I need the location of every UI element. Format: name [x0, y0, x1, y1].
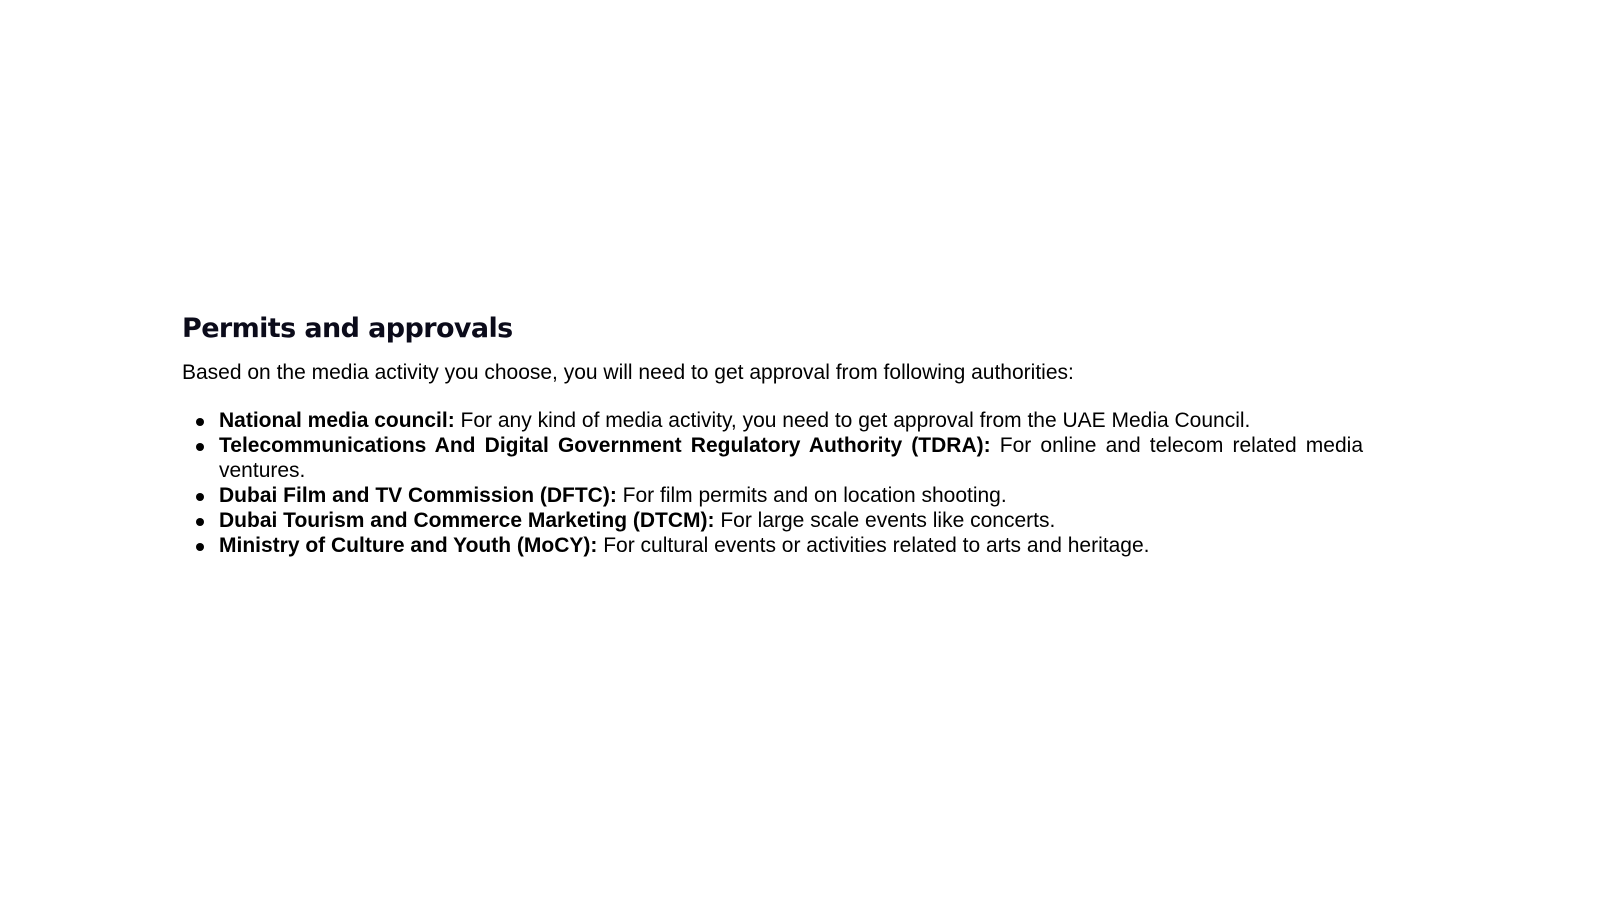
- authority-name: Ministry of Culture and Youth (MoCY):: [219, 534, 604, 557]
- bullet-icon: [196, 443, 204, 451]
- list-item: [182, 508, 1363, 533]
- bullet-icon: [196, 418, 204, 426]
- authority-description: For film permits and on location shooting.: [622, 484, 1007, 507]
- authority-name: Telecommunications And Digital Government Regulatory Authority (TDRA):: [219, 434, 1000, 457]
- bullet-icon: [196, 518, 204, 526]
- authority-name: National media council:: [219, 409, 461, 432]
- list-item: [182, 433, 1363, 483]
- authority-name: Dubai Tourism and Commerce Marketing (DTCM):: [219, 509, 721, 532]
- authority-name: Dubai Film and TV Commission (DFTC):: [219, 484, 623, 507]
- list-item: [182, 408, 1363, 433]
- bullet-icon: [196, 493, 204, 501]
- authority-description: For online and telecom related media ventures.: [219, 434, 1363, 482]
- authority-description: For any kind of media activity, you need to get approval from the UAE Media Council.: [460, 409, 1251, 432]
- authority-description: For cultural events or activities related to arts and heritage.: [603, 534, 1150, 557]
- intro-paragraph: Based on the media activity you choose, you will need to get approval from following authorities:: [182, 361, 1074, 384]
- list-item: [182, 483, 1363, 508]
- bullet-icon: [196, 543, 204, 551]
- page-title: Permits and approvals: [182, 313, 513, 344]
- authorities-list: [182, 408, 1363, 558]
- authority-description: For large scale events like concerts.: [720, 509, 1056, 532]
- list-item: [182, 533, 1363, 558]
- document-section: [182, 312, 1363, 558]
